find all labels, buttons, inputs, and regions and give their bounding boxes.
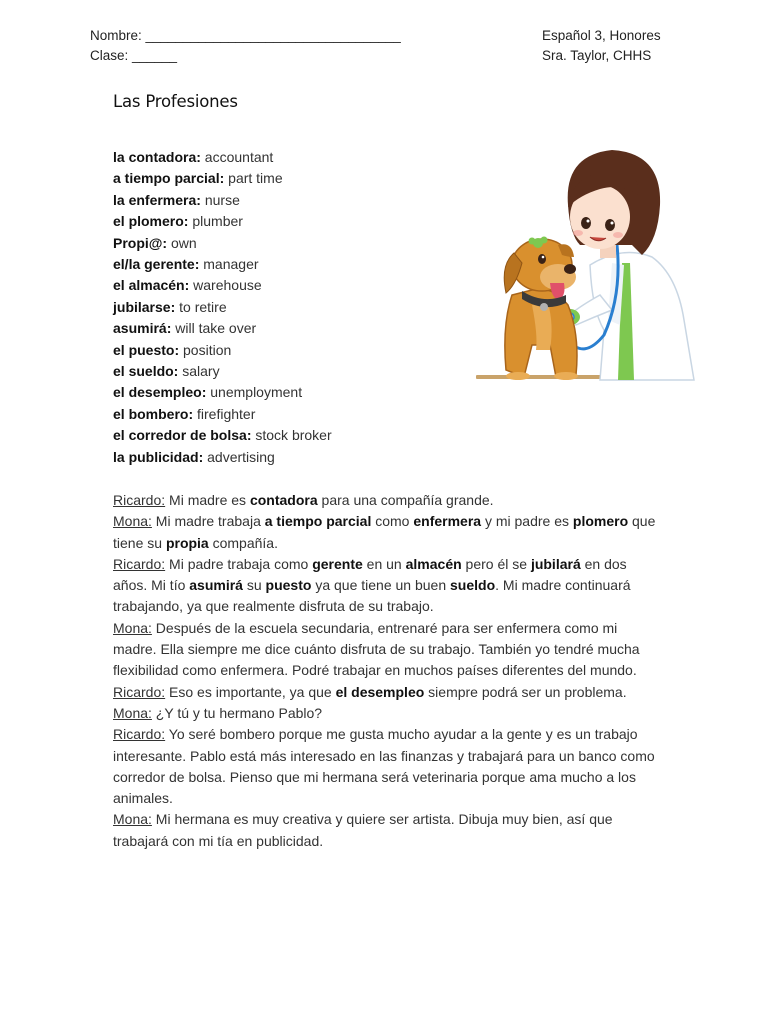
dialogue-text-run: Mi madre trabaja (151, 513, 265, 530)
dog-nose (564, 264, 576, 274)
vocabulary-term: a tiempo parcial: (113, 170, 225, 187)
vocabulary-highlight: almacén (405, 555, 462, 572)
speaker-name: Mona: (113, 513, 152, 530)
vocabulary-highlight: el desempleo (335, 683, 425, 700)
dialogue-line (113, 554, 658, 618)
dialogue-text (113, 490, 658, 852)
speaker-name: Mona: (113, 619, 152, 636)
vocabulary-meaning: salary (182, 363, 220, 380)
vocabulary-highlight: jubilará (530, 555, 581, 572)
speaker-name: Mona: (113, 704, 152, 721)
vocabulary-highlight: propia (165, 534, 209, 551)
vocabulary-meaning: plumber (192, 213, 243, 230)
speaker-name: Ricardo: (113, 683, 166, 700)
dialogue-text-run: Mi padre trabaja como (165, 555, 313, 572)
dialogue-line (113, 724, 658, 809)
vocabulary-highlight: enfermera (413, 513, 482, 530)
course-name: Español 3, Honores (542, 28, 661, 43)
dialogue-text-run: Eso es importante, ya que (165, 683, 336, 700)
dialogue-text-run: y mi padre es (481, 513, 573, 530)
dialogue-text-run: Yo seré bombero porque me gusta mucho ayudar a la gente y es un trabajo interesante. Pablo está más interesado en las finanzas y trabajará para un banco como corredor de bolsa. Pienso que mi hermana será veterinaria porque ama mucho a los animales. (113, 726, 655, 807)
vocabulary-item (113, 425, 473, 446)
vocabulary-list (113, 147, 473, 468)
dialogue-text-run: para una compañía grande. (317, 492, 494, 508)
dialogue-text-run: . Mi madre continuará trabajando, ya que realmente disfruta de su trabajo. (113, 577, 631, 615)
speaker-name: Ricardo: (113, 726, 166, 743)
vocabulary-item (113, 447, 473, 468)
vocabulary-highlight: plomero (572, 513, 629, 530)
vocabulary-term: Propi@: (113, 234, 168, 251)
vocabulary-item (113, 211, 473, 232)
vocabulary-item (113, 297, 473, 318)
vocabulary-item (113, 147, 473, 168)
dialogue-text-run: pero él se (461, 555, 531, 572)
dialogue-line (113, 809, 658, 852)
vocabulary-meaning: own (170, 234, 197, 251)
vocabulary-meaning: warehouse (193, 277, 262, 294)
vocabulary-term: el sueldo: (113, 363, 179, 380)
vocabulary-item (113, 404, 473, 425)
dialogue-text-run: que tiene su (113, 513, 656, 551)
vocabulary-meaning: will take over (175, 320, 257, 337)
dialogue-text-run: en dos años. Mi tío (113, 555, 627, 594)
dialogue-text-run: compañía. (208, 534, 278, 551)
dialogue-line (113, 682, 658, 703)
vocabulary-item (113, 254, 473, 275)
vocabulary-meaning: nurse (204, 191, 240, 208)
vocabulary-item (113, 190, 473, 211)
dialogue-text-run: ya que tiene un buen (311, 577, 450, 594)
vocabulary-term: el puesto: (113, 341, 180, 358)
name-field-label: Nombre: __________________________________ (90, 28, 401, 43)
vocabulary-highlight: asumirá (189, 577, 243, 594)
vocabulary-item (113, 340, 473, 361)
vocabulary-highlight: a tiempo parcial (264, 513, 372, 530)
dialogue-text-run: Mi madre es (165, 492, 250, 508)
vocabulary-term: el/la gerente: (113, 256, 200, 273)
dialogue-text-run: como (371, 513, 414, 530)
speaker-name: Ricardo: (113, 492, 166, 508)
vocabulary-term: el plomero: (113, 213, 189, 230)
veterinarian-with-dog-illustration (472, 145, 704, 385)
vocabulary-term: el corredor de bolsa: (113, 427, 252, 444)
dialogue-text-run: su (242, 577, 266, 594)
vocabulary-term: jubilarse: (113, 298, 176, 315)
vocabulary-term: el desempleo: (113, 384, 207, 401)
speaker-name: Mona: (113, 811, 152, 828)
vocabulary-meaning: part time (228, 170, 283, 187)
dialogue-text-run: Después de la escuela secundaria, entrenaré para ser enfermera como mi madre. Ella siempre me dice cuánto disfruta de su trabajo. También yo tendré mucha flexibilidad como enfermera. Podré trabajar en muchos países diferentes del mundo. (113, 619, 640, 679)
vocabulary-item (113, 382, 473, 403)
vocabulary-highlight: sueldo (450, 577, 496, 594)
vocabulary-meaning: position (183, 341, 232, 358)
vocabulary-meaning: to retire (179, 298, 227, 315)
teacher-name: Sra. Taylor, CHHS (542, 48, 652, 63)
vocabulary-term: la enfermera: (113, 191, 201, 208)
vocabulary-meaning: firefighter (197, 405, 256, 422)
dialogue-line (113, 703, 658, 724)
student-info (90, 26, 401, 66)
dialogue-line (113, 511, 658, 554)
page-title: Las Profesiones (113, 92, 238, 111)
course-info (542, 26, 661, 66)
vocabulary-item (113, 275, 473, 296)
dialogue-text-run: en un (362, 555, 406, 572)
vocabulary-term: la publicidad: (113, 448, 204, 465)
dialogue-text-run: Mi hermana es muy creativa y quiere ser artista. Dibuja muy bien, así que trabajará con mi tía en publicidad. (113, 811, 613, 849)
vocabulary-highlight: gerente (312, 555, 363, 572)
table-surface (476, 375, 616, 379)
vocabulary-item (113, 233, 473, 254)
dialogue-text-run: ¿Y tú y tu hermano Pablo? (151, 704, 323, 721)
vocabulary-highlight: contadora (249, 492, 318, 508)
vocabulary-item (113, 168, 473, 189)
class-field-label: Clase: ______ (90, 48, 178, 63)
vocabulary-term: la contadora: (113, 149, 201, 165)
vocabulary-meaning: stock broker (255, 427, 332, 444)
lab-coat (590, 253, 694, 381)
speaker-name: Ricardo: (113, 555, 166, 572)
vocabulary-term: el almacén: (113, 277, 190, 294)
vocabulary-meaning: accountant (204, 149, 274, 165)
vocabulary-term: asumirá: (113, 320, 172, 337)
vocabulary-meaning: unemployment (210, 384, 303, 401)
vocabulary-term: el bombero: (113, 405, 194, 422)
dialogue-line (113, 490, 658, 511)
vocabulary-item (113, 361, 473, 382)
vocabulary-meaning: manager (203, 256, 259, 273)
dialogue-line (113, 618, 658, 682)
vocabulary-meaning: advertising (207, 448, 275, 465)
dialogue-text-run: siempre podrá ser un problema. (424, 683, 627, 700)
vocabulary-highlight: puesto (265, 577, 312, 594)
vocabulary-item (113, 318, 473, 339)
